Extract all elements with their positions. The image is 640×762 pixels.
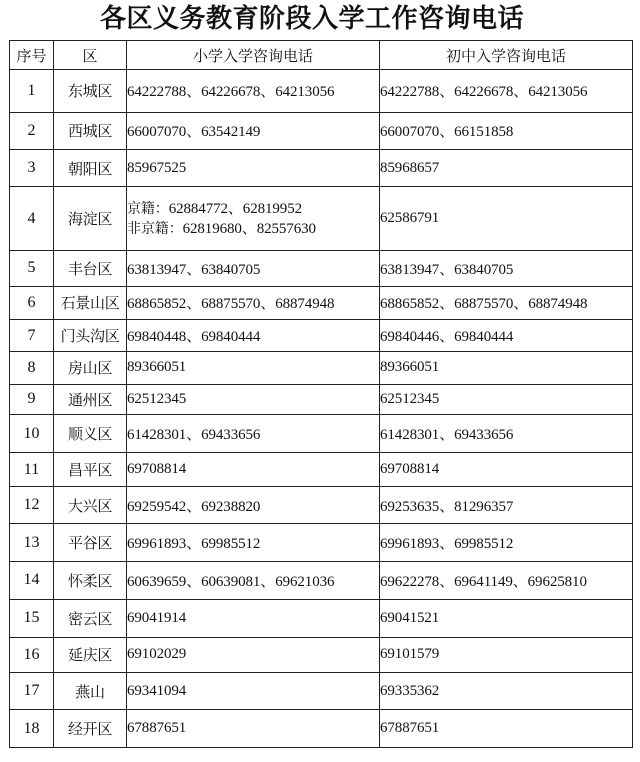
middle-phone: 69253635、81296357 — [380, 486, 633, 523]
row-number: 6 — [10, 286, 54, 319]
table-row — [10, 149, 633, 186]
primary-phone: 66007070、63542149 — [127, 112, 380, 149]
primary-phone: 61428301、69433656 — [127, 415, 380, 453]
middle-phone: 69335362 — [380, 673, 633, 710]
middle-phone: 62512345 — [380, 384, 633, 414]
row-number: 8 — [10, 352, 54, 384]
table-row — [10, 352, 633, 384]
district-name: 海淀区 — [54, 187, 127, 251]
table-row — [10, 70, 633, 113]
district-name: 怀柔区 — [54, 561, 127, 599]
middle-phone: 69840446、69840444 — [380, 319, 633, 351]
primary-phone — [127, 187, 380, 251]
district-name: 大兴区 — [54, 486, 127, 523]
primary-phone: 85967525 — [127, 149, 380, 186]
phone-line — [127, 219, 379, 239]
district-name: 顺义区 — [54, 415, 127, 453]
primary-phone: 63813947、63840705 — [127, 251, 380, 286]
table-row — [10, 415, 633, 453]
table-row — [10, 187, 633, 251]
row-number: 1 — [10, 70, 54, 113]
middle-phone: 69708814 — [380, 453, 633, 486]
primary-phone: 89366051 — [127, 352, 380, 384]
phone-line — [127, 199, 379, 219]
district-name: 房山区 — [54, 352, 127, 384]
primary-phone: 68865852、68875570、68874948 — [127, 286, 380, 319]
middle-phone: 69101579 — [380, 637, 633, 672]
middle-phone: 68865852、68875570、68874948 — [380, 286, 633, 319]
row-number: 4 — [10, 187, 54, 251]
table-row — [10, 637, 633, 672]
header-primary-phone: 小学入学咨询电话 — [127, 41, 380, 70]
table-row — [10, 319, 633, 351]
primary-phone: 69840448、69840444 — [127, 319, 380, 351]
district-name: 经开区 — [54, 710, 127, 748]
residency-label: 非京籍： — [127, 220, 183, 237]
table-row — [10, 600, 633, 637]
middle-phone: 64222788、64226678、64213056 — [380, 70, 633, 113]
header-no: 序号 — [10, 41, 54, 70]
table-row — [10, 561, 633, 599]
phone-numbers: 62819680、82557630 — [182, 220, 316, 237]
primary-phone: 69708814 — [127, 453, 380, 486]
middle-phone: 69622278、69641149、69625810 — [380, 561, 633, 599]
row-number: 11 — [10, 453, 54, 486]
primary-phone: 69041914 — [127, 600, 380, 637]
table-header-row — [10, 41, 633, 70]
primary-phone: 67887651 — [127, 710, 380, 748]
middle-phone: 66007070、66151858 — [380, 112, 633, 149]
page-title: 各区义务教育阶段入学工作咨询电话 — [100, 4, 525, 34]
district-name: 通州区 — [54, 384, 127, 414]
primary-phone: 69102029 — [127, 637, 380, 672]
district-name: 燕山 — [54, 673, 127, 710]
row-number: 2 — [10, 112, 54, 149]
middle-phone: 63813947、63840705 — [380, 251, 633, 286]
row-number: 17 — [10, 673, 54, 710]
middle-phone: 67887651 — [380, 710, 633, 748]
row-number: 7 — [10, 319, 54, 351]
residency-label: 京籍： — [127, 200, 169, 217]
primary-phone: 69259542、69238820 — [127, 486, 380, 523]
primary-phone: 60639659、60639081、69621036 — [127, 561, 380, 599]
district-name: 密云区 — [54, 600, 127, 637]
middle-phone: 89366051 — [380, 352, 633, 384]
row-number: 18 — [10, 710, 54, 748]
table-row — [10, 251, 633, 286]
row-number: 15 — [10, 600, 54, 637]
header-district: 区 — [54, 41, 127, 70]
primary-phone: 62512345 — [127, 384, 380, 414]
district-name: 东城区 — [54, 70, 127, 113]
district-name: 门头沟区 — [54, 319, 127, 351]
row-number: 16 — [10, 637, 54, 672]
primary-phone: 69961893、69985512 — [127, 524, 380, 561]
district-name: 朝阳区 — [54, 149, 127, 186]
district-name: 平谷区 — [54, 524, 127, 561]
table-row — [10, 384, 633, 414]
primary-phone: 64222788、64226678、64213056 — [127, 70, 380, 113]
table-row — [10, 524, 633, 561]
middle-phone: 61428301、69433656 — [380, 415, 633, 453]
row-number: 9 — [10, 384, 54, 414]
middle-phone: 85968657 — [380, 149, 633, 186]
district-name: 昌平区 — [54, 453, 127, 486]
row-number: 12 — [10, 486, 54, 523]
row-number: 10 — [10, 415, 54, 453]
table-row — [10, 673, 633, 710]
primary-phone: 69341094 — [127, 673, 380, 710]
middle-phone: 69961893、69985512 — [380, 524, 633, 561]
row-number: 13 — [10, 524, 54, 561]
table-row — [10, 710, 633, 748]
district-name: 西城区 — [54, 112, 127, 149]
table-row — [10, 453, 633, 486]
middle-phone: 69041521 — [380, 600, 633, 637]
district-name: 延庆区 — [54, 637, 127, 672]
phone-numbers: 62884772、62819952 — [168, 200, 303, 217]
table-row — [10, 286, 633, 319]
row-number: 5 — [10, 251, 54, 286]
middle-phone: 62586791 — [380, 187, 633, 251]
row-number: 3 — [10, 149, 54, 186]
row-number: 14 — [10, 561, 54, 599]
district-name: 石景山区 — [54, 286, 127, 319]
hotline-table — [9, 40, 633, 748]
header-middle-phone: 初中入学咨询电话 — [380, 41, 633, 70]
district-name: 丰台区 — [54, 251, 127, 286]
table-row — [10, 486, 633, 523]
table-row — [10, 112, 633, 149]
